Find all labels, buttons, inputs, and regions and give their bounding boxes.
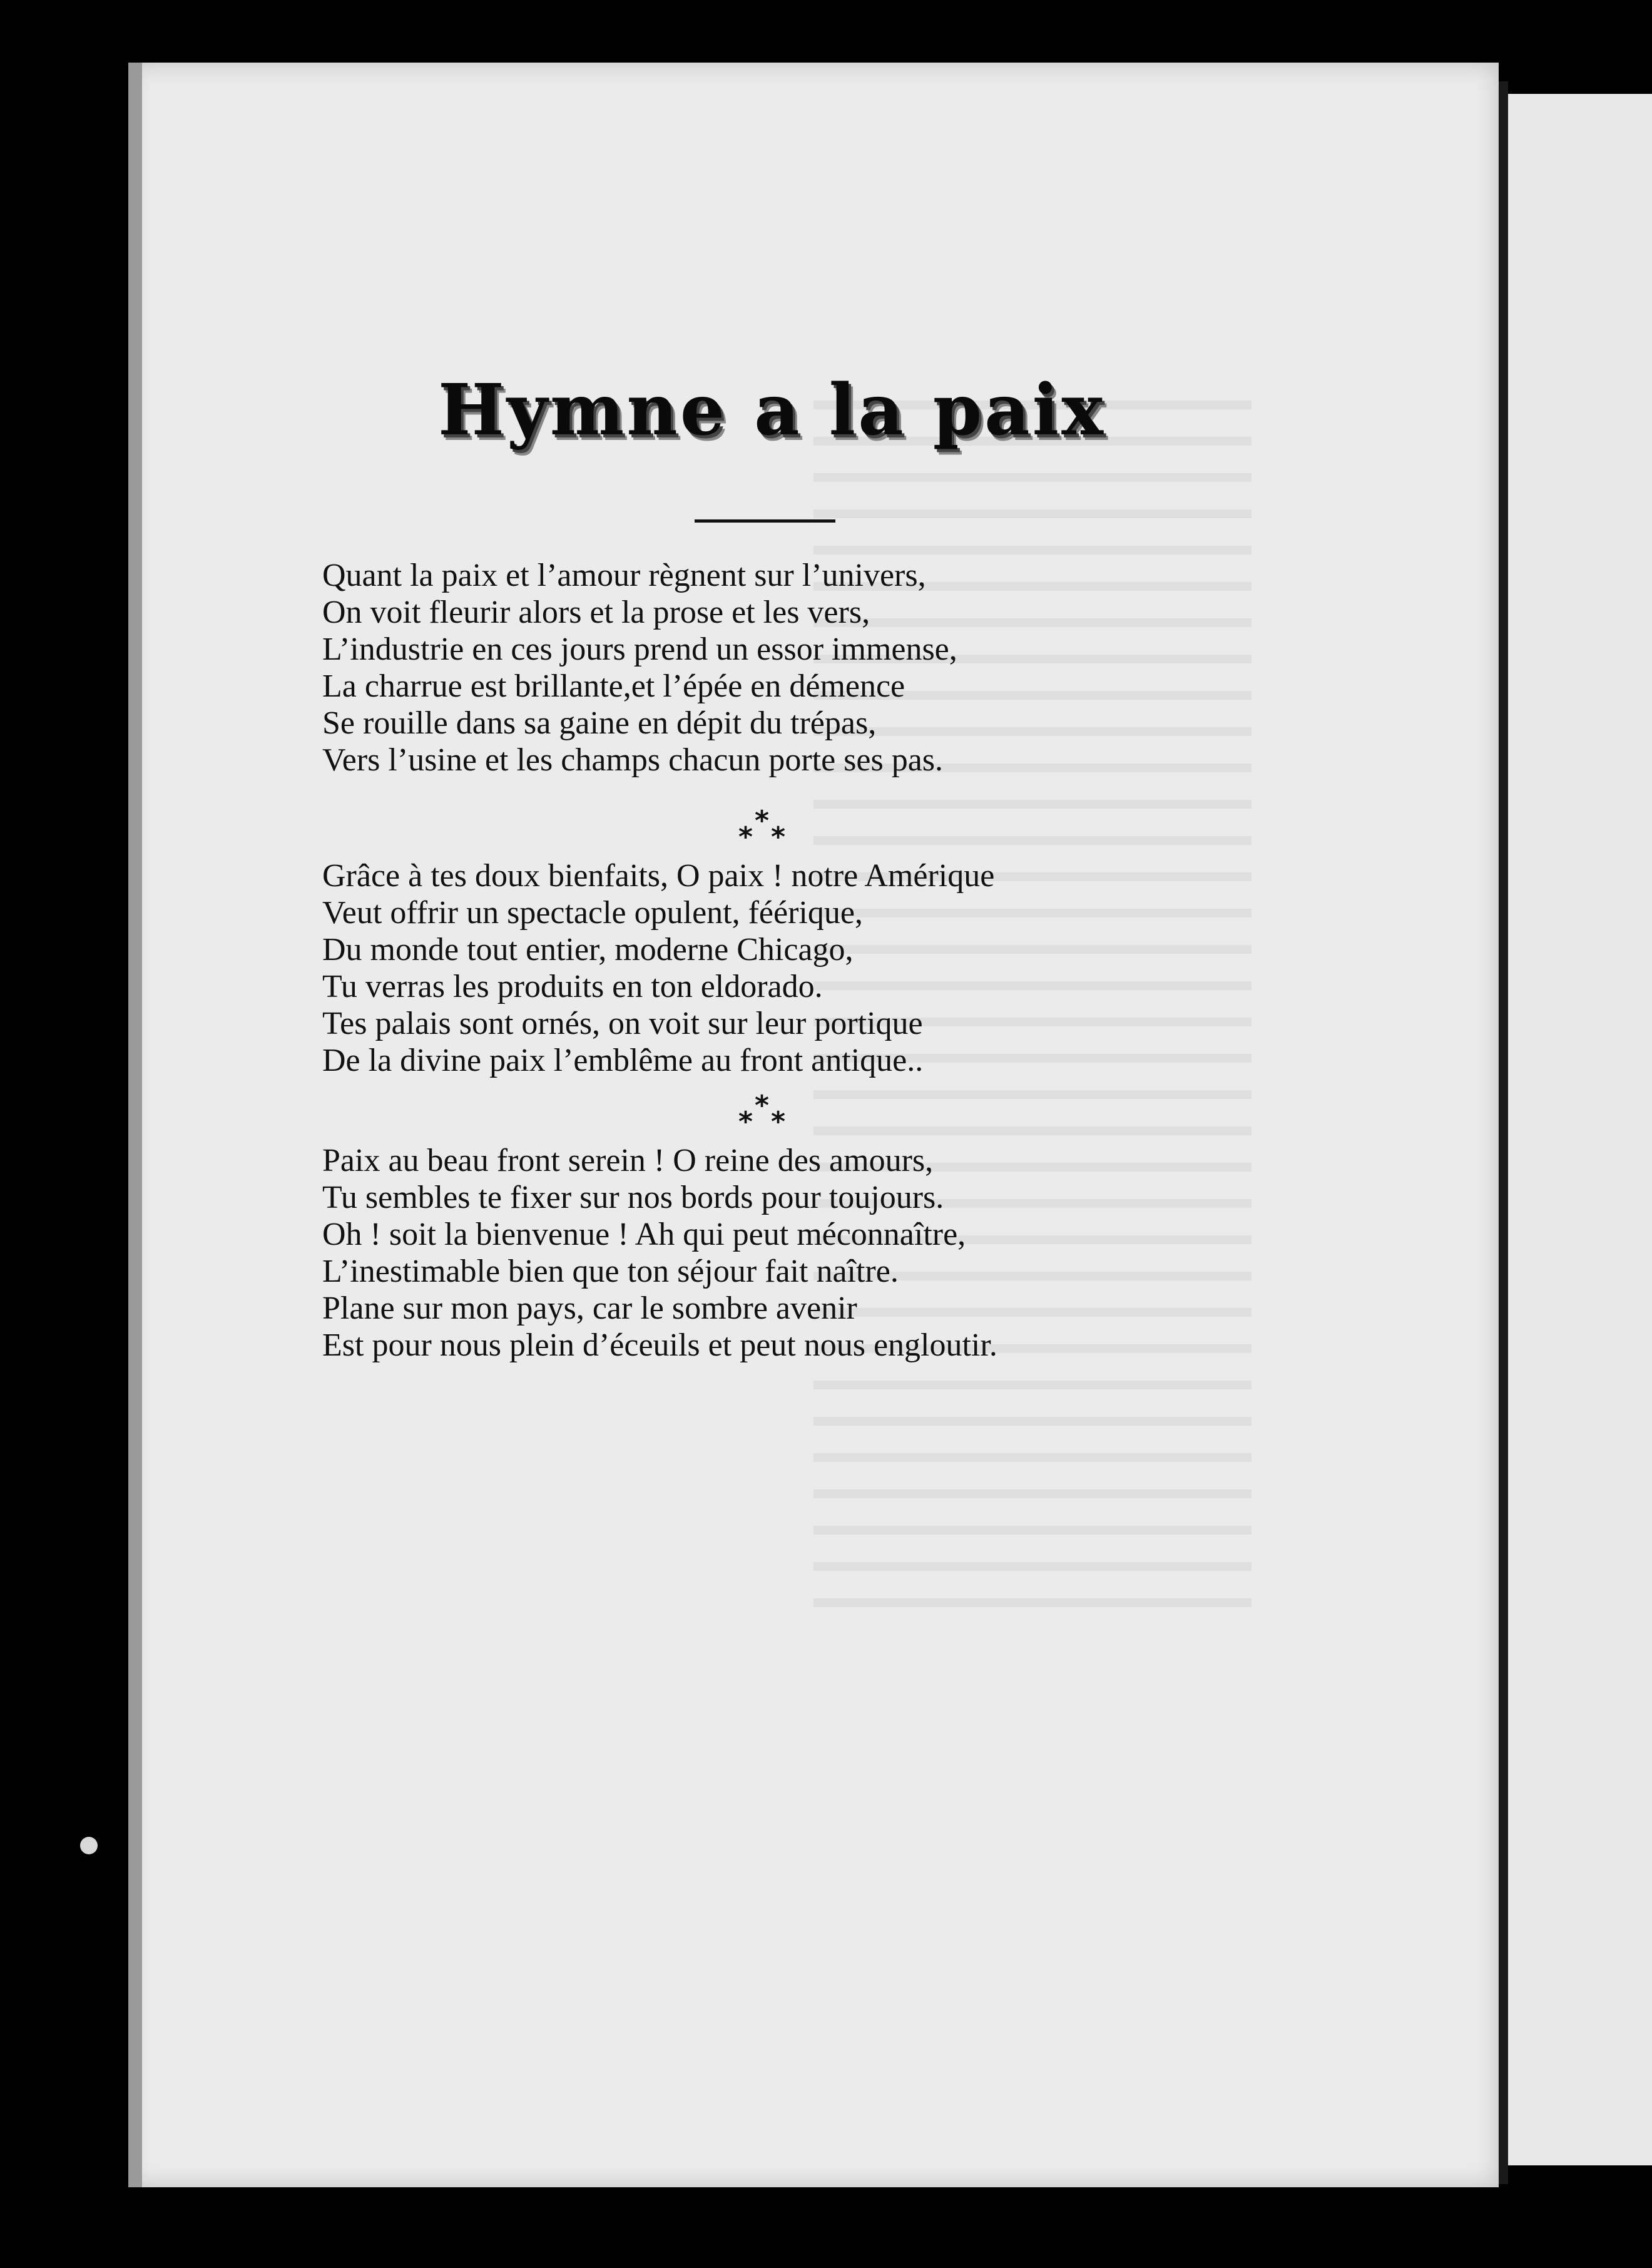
verse-line: Paix au beau front serein ! O reine des amours, [322, 1143, 934, 1178]
stanza-1 [322, 557, 1198, 779]
verse-line: Plane sur mon pays, car le sombre avenir [322, 1290, 857, 1326]
asterisk: * [755, 805, 770, 837]
verse-line: Tu verras les produits en ton eldorado. [322, 969, 823, 1004]
page-left-edge [128, 63, 142, 2187]
asterism-separator [732, 1092, 807, 1136]
verse-line: Est pour nous plein d’éceuils et peut nous engloutir. [322, 1327, 997, 1363]
verse-line: Oh ! soit la bienvenue ! Ah qui peut méconnaître, [322, 1217, 966, 1252]
asterism-separator [732, 807, 807, 851]
stanza-3 [322, 1142, 1198, 1364]
asterisk: * [771, 821, 786, 853]
poem-title: Hymne a la paix [438, 369, 1106, 451]
verse-line: L’industrie en ces jours prend un essor immense, [322, 631, 957, 667]
verse-line: Vers l’usine et les champs chacun porte ses pas. [322, 742, 944, 778]
asterisk: * [771, 1106, 786, 1138]
verse-line: Grâce à tes doux bienfaits, O paix ! notre Amérique [322, 858, 995, 894]
verse-line: Tu sembles te fixer sur nos bords pour toujours. [322, 1180, 944, 1215]
asterisk: * [755, 1090, 770, 1121]
verse-line: On voit fleurir alors et la prose et les vers, [322, 595, 870, 630]
verse-line: Se rouille dans sa gaine en dépit du trépas, [322, 705, 877, 741]
paper-blot [80, 1837, 98, 1854]
title-rule [695, 519, 835, 523]
asterisk: * [738, 1106, 753, 1138]
verse-line: Quant la paix et l’amour règnent sur l’univers, [322, 558, 926, 593]
verse-line: De la divine paix l’emblême au front antique.. [322, 1043, 924, 1078]
verse-line: La charrue est brillante,et l’épée en démence [322, 668, 905, 704]
verse-line: Tes palais sont ornés, on voit sur leur portique [322, 1006, 923, 1041]
verse-line: Veut offrir un spectacle opulent, féérique, [322, 895, 863, 931]
verse-line: L’inestimable bien que ton séjour fait naître. [322, 1254, 899, 1289]
verse-line: Du monde tout entier, moderne Chicago, [322, 932, 854, 968]
asterisk: * [738, 821, 753, 853]
facing-page-edge [1508, 94, 1652, 2165]
stanza-2 [322, 857, 1198, 1079]
